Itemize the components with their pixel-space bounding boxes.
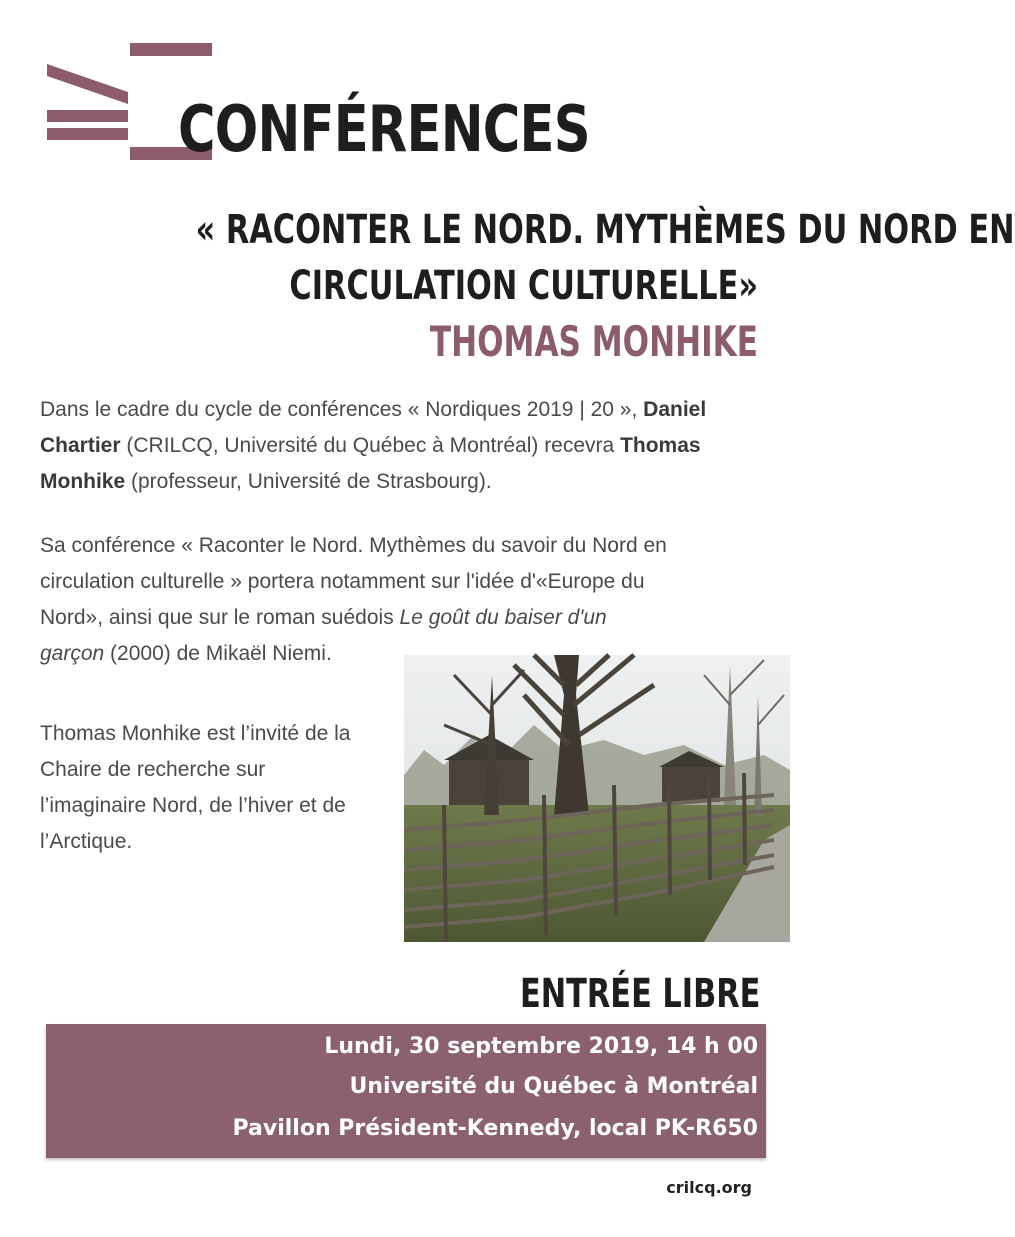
p1-text: (CRILCQ, Université du Québec à Montréal) recevra xyxy=(120,434,621,457)
p2-text: (2000) de Mikaël Niemi. xyxy=(104,642,332,665)
event-date: Lundi, 30 septembre 2019, 14 h 00 xyxy=(324,1034,758,1059)
free-admission: ENTRÉE LIBRE xyxy=(519,971,760,1017)
p3-line: l’imaginaire Nord, de l’hiver et de xyxy=(40,794,346,817)
p2-text: Nord», ainsi que sur le roman suédois xyxy=(40,606,400,629)
fence-photo xyxy=(404,655,790,942)
book-title: Le goût du baiser d'un xyxy=(399,606,607,629)
p3-line: Thomas Monhike est l’invité de la xyxy=(40,722,351,745)
host-name-last: Chartier xyxy=(40,434,121,457)
p1-text: Dans le cadre du cycle de conférences « Nordiques 2019 | 20 », xyxy=(40,398,644,421)
speaker-name: THOMAS MONHIKE xyxy=(429,317,758,366)
guest-name-first: Thomas xyxy=(620,434,701,457)
guest-name-last: Monhike xyxy=(40,470,126,493)
p1-text: (professeur, Université de Strasbourg). xyxy=(125,470,492,493)
logo-title: CONFÉRENCES xyxy=(178,93,590,167)
event-room: Pavillon Président-Kennedy, local PK-R650 xyxy=(232,1116,758,1141)
talk-title xyxy=(18,202,1015,370)
intro-paragraph xyxy=(40,392,760,500)
host-name-first: Daniel xyxy=(643,398,707,421)
conferences-logo xyxy=(44,40,590,167)
talk-description xyxy=(40,528,760,672)
event-venue: Université du Québec à Montréal xyxy=(349,1074,758,1099)
event-info-box xyxy=(46,1024,766,1158)
title-line-1: « RACONTER LE NORD. MYTHÈMES DU NORD EN xyxy=(195,207,1015,253)
title-line-2: CIRCULATION CULTURELLE» xyxy=(289,263,758,309)
book-title-end: garçon xyxy=(40,642,105,665)
p2-line: Sa conférence « Raconter le Nord. Mythèmes du savoir du Nord en xyxy=(40,534,667,557)
p3-line: Chaire de recherche sur xyxy=(40,758,266,781)
p3-line: l’Arctique. xyxy=(40,830,133,853)
guest-note xyxy=(40,716,400,860)
website-link[interactable]: crilcq.org xyxy=(666,1178,752,1197)
p2-line: circulation culturelle » portera notamment sur l'idée d'«Europe du xyxy=(40,570,645,593)
